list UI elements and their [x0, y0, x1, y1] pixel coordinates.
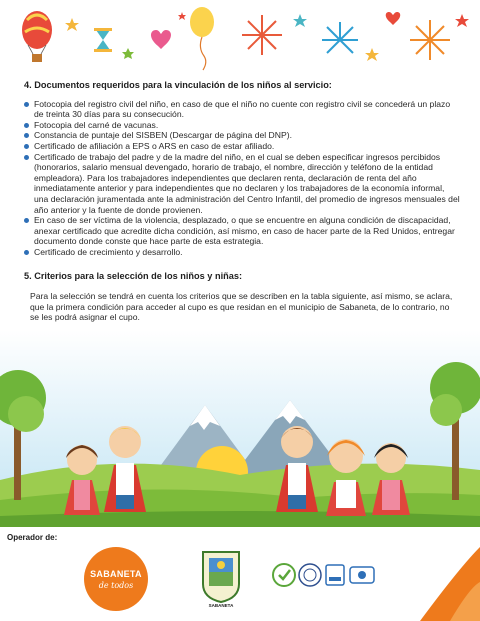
balloon-icon	[190, 7, 214, 70]
required-documents-list	[24, 99, 460, 258]
logo-text-line2: de todos	[98, 581, 134, 590]
list-item: Fotocopia del registro civil del niño, en caso de que el niño no cuente con registro civil se concederá un plazo de treinta 30 días para su consecución.	[24, 99, 460, 120]
selection-criteria-paragraph: Para la selección se tendrá en cuenta los criterios que se describen en la tabla siguiente, así mismo, se aclara, que la primera condición para acceder al cupo es que residan en el municipio de Sabaneta, de lo contrario, no se les podrá asignar el cupo.	[30, 291, 453, 323]
orange-swoosh-decoration	[400, 527, 480, 621]
children-landscape-illustration	[0, 330, 480, 530]
hourglass-toy-icon	[94, 28, 112, 52]
logo-text-line1: SABANETA	[90, 569, 142, 579]
list-item: Fotocopia del carné de vacunas.	[24, 120, 460, 131]
certification-seal-icon	[350, 567, 374, 583]
operator-label: Operador de:	[7, 533, 58, 542]
firework-icon	[242, 15, 282, 55]
list-item: Certificado de afiliación a EPS o ARS en caso de estar afiliado.	[24, 141, 460, 152]
star-icon	[65, 12, 469, 61]
list-item: En caso de ser víctima de la violencia, desplazado, o que se encuentre en alguna condición de discapacidad, anexar certificado que acredite dicha condición, así mismo, en caso de hacer parte de la Red Unidos, entregar documento donde conste que hace parte de esta estrategia.	[24, 215, 460, 247]
section-4-heading: 4. Documentos requeridos para la vinculación de los niños al servicio:	[24, 80, 332, 90]
heart-icon	[151, 30, 171, 49]
list-item: Certificado de crecimiento y desarrollo.	[24, 247, 460, 258]
municipal-shield-icon	[201, 550, 241, 604]
section-5-heading: 5. Criterios para la selección de los niños y niñas:	[24, 270, 243, 281]
list-item: Certificado de trabajo del padre y de la madre del niño, en el cual se deben especificar ingresos percibidos (honorarios, salario mensual devengado, horario de trabajo, el nombre, dirección y teléfono de la entidad empleadora). Para los trabajadores independientes que declaren renta, declaración de renta del año inmediatamente anterior y para independientes que no declaren y los trabajadores de la economía informal, una declaración juramentada ante la administración del Centro Infantil, del promedio de ingresos mensuales del año anterior y la fuente de donde provienen.	[24, 152, 460, 216]
list-item: Constancia de puntaje del SISBEN (Descargar de página del DNP).	[24, 130, 460, 141]
certification-seal-icon	[326, 565, 344, 585]
heart-icon	[386, 12, 401, 25]
firework-icon	[322, 22, 358, 53]
festive-decoration-banner	[0, 0, 480, 72]
certification-seal-icon	[273, 564, 295, 586]
document-body	[24, 80, 460, 323]
footer	[0, 527, 480, 621]
hot-air-balloon-icon	[22, 11, 52, 62]
sabaneta-de-todos-logo	[84, 547, 148, 611]
certification-seals	[272, 561, 376, 589]
certification-seal-icon	[299, 564, 321, 586]
shield-label: SABANETA	[208, 603, 234, 608]
firework-icon	[410, 20, 450, 60]
